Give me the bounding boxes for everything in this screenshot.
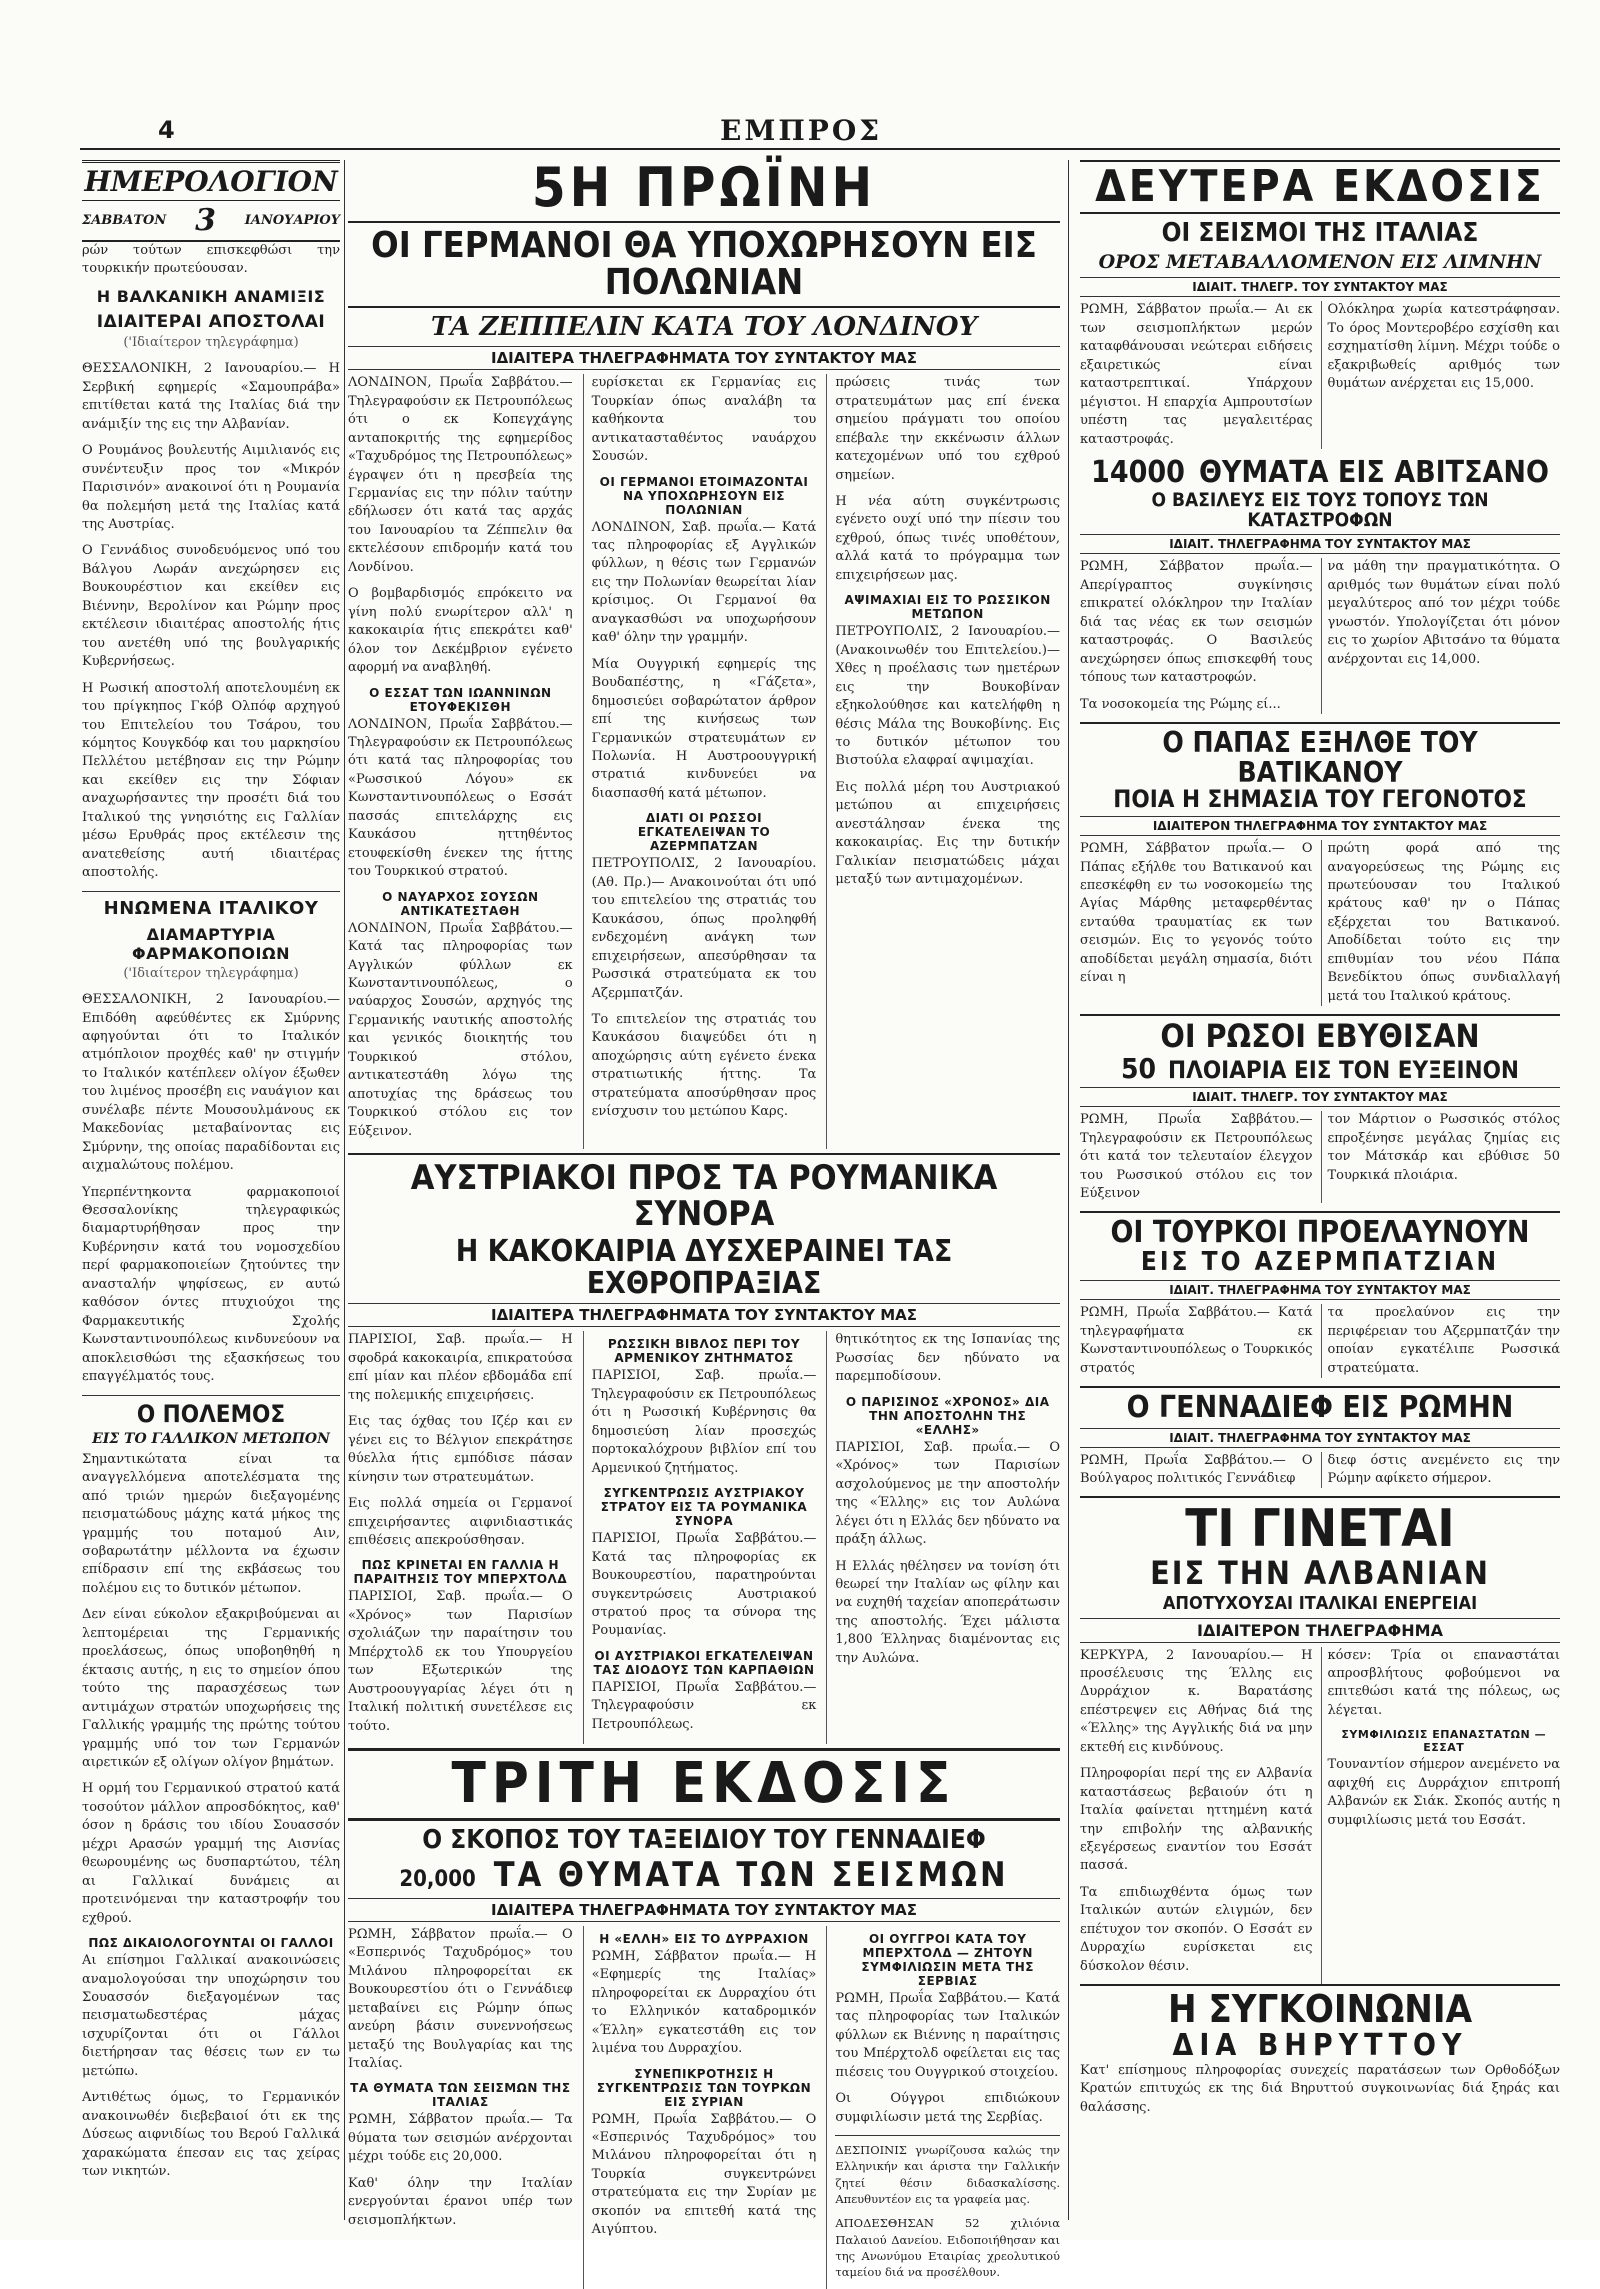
section-headline: Ο ΓΕΝΝΑΔΙΕΦ ΕΙΣ ΡΩΜΗΝ bbox=[1080, 1386, 1560, 1424]
article-columns bbox=[1080, 1304, 1560, 1386]
section-headline: ΑΥΣΤΡΙΑΚΟΙ ΠΡΟΣ ΤΑ ΡΟΥΜΑΝΙΚΑ ΣΥΝΟΡΑ bbox=[348, 1153, 1060, 1232]
section-headline: ΟΙ ΤΟΥΡΚΟΙ ΠΡΟΕΛΑΥΝΟΥΝ bbox=[1080, 1211, 1560, 1249]
article-column bbox=[583, 374, 817, 1149]
article-heading: ΟΙ ΑΥΣΤΡΙΑΚΟΙ ΕΓΚΑΤΕΛΕΙΨΑΝ ΤΑΣ ΔΙΟΔΟΥΣ ΤΩΝ ΚΑΡΠΑΘΙΩΝ bbox=[593, 1648, 815, 1677]
article-column bbox=[348, 1331, 573, 1744]
paragraph: ΡΩΜΗ, Πρωΐα Σαββάτου.— Ο Βούλγαρος πολιτικός Γεννάδιεφ bbox=[1080, 1452, 1313, 1486]
article-heading: ΔΙΑΤΙ ΟΙ ΡΩΣΣΟΙ ΕΓΚΑΤΕΛΕΙΨΑΝ ΤΟ ΑΖΕΡΜΠΑΤΖΑΝ bbox=[637, 811, 771, 854]
boats-headline bbox=[1080, 1051, 1560, 1085]
second-edition-column bbox=[1080, 160, 1560, 2220]
paragraph: Οι Ούγγροι επιδιώκουν συμφιλίωσιν μετά της Σερβίας. bbox=[835, 2091, 1061, 2125]
section-headline: Ο ΣΚΟΠΟΣ ΤΟΥ ΤΑΞΕΙΔΙΟΥ ΤΟΥ ΓΕΝΝΑΔΙΕΦ bbox=[422, 1824, 986, 1855]
classified-ad: ΑΠΟΔΕΣΘΗΣΑΝ 52 χιλιόνια Παλαιού Δανείου. Ειδοποιήθησαν και της Ανωνύμου Εταιρίας χρεολυτικού ταμείου διά να προσέλθουν. bbox=[835, 2216, 1061, 2280]
sub-headline: Ο ΒΑΣΙΛΕΥΣ ΕΙΣ ΤΟΥΣ ΤΟΠΟΥΣ ΤΩΝ ΚΑΤΑΣΤΡΟΦΩΝ bbox=[1151, 488, 1489, 531]
article-heading: ΑΨΙΜΑΧΙΑΙ ΕΙΣ ΤΟ ΡΩΣΣΙΚΟΝ ΜΕΤΩΠΟΝ bbox=[844, 593, 1051, 622]
paragraph: Τουναντίον σήμερον ανεμένετο να αφιχθή εις Δυρράχιον επιτροπή Αλβανών εκ Σιάκ. Σκοπός αυτής η συμφιλίωσις μετά του Εσσάτ. bbox=[1327, 1757, 1560, 1828]
telegram-label: ΙΔΙΑΙΤΕΡΑ ΤΗΛΕΓΡΑΦΗΜΑΤΑ ΤΟΥ ΣΥΝΤΑΚΤΟΥ ΜΑΣ bbox=[348, 346, 1060, 370]
paragraph: ΠΑΡΙΣΙΟΙ, Πρωΐα Σαββάτου.— Τηλεγραφούσιν εκ Πετρουπόλεως. bbox=[591, 1679, 817, 1732]
section-headline: Η ΣΥΓΚΟΙΝΩΝΙΑ bbox=[1080, 1984, 1560, 2030]
article-column bbox=[348, 374, 573, 1149]
edition-title: 5Η ΠΡΩΪΝΗ bbox=[531, 156, 877, 219]
paragraph: ΡΩΜΗ, Σάββατον πρωΐα.— Απερίγραπτος συγκίνησις επικρατεί ολόκληρον την Ιταλίαν διά τας νέας εκ των σεισμών καταστροφάς. Ο Βασιλεύς ανεχώρησεν όπως επισκεφθή τους τόπους των καταστροφών. bbox=[1080, 559, 1313, 686]
telegram-label: ΙΔΙΑΙΤ. ΤΗΛΕΓΡ. ΤΟΥ ΣΥΝΤΑΚΤΟΥ ΜΑΣ bbox=[1080, 277, 1560, 297]
section-headline: ΤΑ ΘΥΜΑΤΑ ΤΩΝ ΣΕΙΣΜΩΝ bbox=[493, 1855, 1009, 1896]
section-headline: Η ΚΑΚΟΚΑΙΡΙΑ ΔΥΣΧΕΡΑΙΝΕΙ ΤΑΣ ΕΧΘΡΟΠΡΑΞΙΑΣ bbox=[455, 1234, 953, 1301]
paragraph: Ο Ρουμάνος βουλευτής Αιμιλιανός εις συνέντευξιν προς τον «Μικρόν Παρισινόν» ανακοινοί ότι η Ρουμανία θα πολεμήση μετά της Ιταλίας κατά της Αυστρίας. bbox=[82, 443, 340, 532]
section-heading: ΙΔΙΑΙΤΕΡΑΙ ΑΠΟΣΤΟΛΑΙ bbox=[96, 311, 326, 332]
paragraph: ΡΩΜΗ, Πρωΐα Σαββάτου.— Κατά τας πληροφορίας των Ιταλικών φύλλων εκ Βιέννης η παραίτησις του Μπέρχτολδ οφείλεται εις τας πιέσεις του Ουγγρικού στοιχείου. bbox=[835, 1990, 1061, 2080]
paragraph: ευρίσκεται εκ Γερμανίας εις Τουρκίαν όπως αναλάβη τα καθήκοντα του αντικατασταθέντος ναυάρχου Σουσών. bbox=[591, 375, 817, 465]
sub-headline: ΔΙΑ ΒΗΡΥΤΤΟΥ bbox=[1172, 2028, 1468, 2064]
article-heading: ΟΙ ΓΕΡΜΑΝΟΙ ΕΤΟΙΜΑΖΟΝΤΑΙ ΝΑ ΥΠΟΧΩΡΗΣΟΥΝ ΕΙΣ ΠΟΛΩΝΙΑΝ bbox=[599, 474, 809, 517]
paragraph: ΠΕΤΡΟΥΠΟΛΙΣ, 2 Ιανουαρίου.— (Ανακοινωθέν του Επιτελείου.)— Χθες η προέλασις των ημετέρων εις την Βουκοβίναν εξηκολούθησε και κατελήφθη η θέσις Μάλα της Βουκοβίνης. Εις το δυτικόν μέτωπον του Βιστούλα ελαφραί αψιμαχίαι. bbox=[835, 624, 1061, 769]
paragraph: πρώσεις τινάς των στρατευμάτων μας επί ένεκα σημείου πράγματι του οποίου επέβαλε την εκκένωσιν άλλων κατεχομένων υπό του εχθρού σημείων. bbox=[835, 375, 1061, 483]
calendar-title: ΗΜΕΡΟΛΟΓΙΟΝ bbox=[82, 160, 340, 201]
paragraph: ΛΟΝΔΙΝΟΝ, Πρωΐα Σαββάτου.— Τηλεγραφούσιν εκ Πετρουπόλεως ότι κατά τας πληροφορίας του «Ρωσσικού Λόγου» εκ Κωνσταντινουπόλεως ο Εσσάτ πασσάς επιτελάρχης εις Καυκάσου ηττηθέντος ετουφεκίσθη ένεκεν της ήττης του Τουρκικού στρατού. bbox=[348, 716, 573, 880]
edition-title: ΔΕΥΤΕΡΑ ΕΚΔΟΣΙΣ bbox=[1080, 160, 1560, 214]
article-columns bbox=[348, 374, 1060, 1149]
section-heading: ΗΝΩΜΕΝΑ ΙΤΑΛΙΚΟΥ bbox=[103, 897, 319, 919]
article-columns bbox=[1080, 840, 1560, 1014]
sub-headline: ΕΙΣ ΤΟ ΑΖΕΡΜΠΑΤΖΙΑΝ bbox=[1140, 1246, 1500, 1277]
article-heading: Ο ΠΑΡΙΣΙΝΟΣ «ΧΡΟΝΟΣ» ΔΙΑ ΤΗΝ ΑΠΟΣΤΟΛΗΝ ΤΗΣ «ΕΛΛΗΣ» bbox=[845, 1394, 1050, 1437]
article-heading: Ο ΝΑΥΑΡΧΟΣ ΣΟΥΣΩΝ ΑΝΤΙΚΑΤΕΣΤΑΘΗ bbox=[382, 889, 539, 918]
article-column bbox=[348, 1926, 573, 2289]
paragraph: ΡΩΜΗ, Σάββατον πρωΐα.— Η «Εφημερίς της Ιταλίας» πληροφορείται εκ Δυρραχίου ότι το Ελληνικόν καταδρομικόν «Έλλη» εγκατεστάθη εις τον λιμένα του Δυρραχίου. bbox=[591, 1948, 817, 2057]
paragraph: ΡΩΜΗ, Σάββατον πρωΐα.— Ο Πάπας εξήλθε του Βατικανού και επεσκέφθη εν τω νοσοκομείω της Αγίας Μάρθης μεταφερθέντας ενταύθα τραυματίας εκ των σεισμών. Εις το γεγονός τούτο αποδίδεται μεγάλη σημασία, διότι είναι η bbox=[1080, 841, 1313, 986]
paragraph: Η ορμή του Γερμανικού στρατού κατά τοσούτον μάλλον απροσδόκητος, καθ' όσον η δράσις του ιδίου Σουασσόν μέχρι Αρασών γραμμή της Αισνίας θεωρουμένης ως δυσπαρτώτου, τέλη αι Γαλλικαί δυνάμεις αι προτεινόμεναι την καταστροφήν του εχθρού. bbox=[82, 1781, 340, 1926]
paragraph: Αντιθέτως όμως, το Γερμανικόν ανακοινωθέν διεβεβαιοί ότι εκ της Δύσεως αιφνιδίως του Βερού Γαλλικά χαρακώματα έπεσαν εις τας χείρας των νικητών. bbox=[82, 2090, 340, 2180]
paragraph: Καθ' όλην την Ιταλίαν ενεργούνται έρανοι υπέρ των σεισμοπλήκτων. bbox=[348, 2175, 573, 2228]
section-heading: Η ΒΑΛΚΑΝΙΚΗ ΑΝΑΜΙΞΙΣ bbox=[96, 286, 326, 306]
section-note: ('Ιδιαίτερον τηλεγράφημα) bbox=[123, 334, 299, 350]
article-columns bbox=[1080, 1647, 1560, 1985]
boats-count: 50 bbox=[1120, 1051, 1157, 1085]
paragraph: Ο βομβαρδισμός επρόκειτο να γίνη πολύ ενωρίτερον αλλ' η κακοκαιρία ήτις επεκράτει καθ' όλον τον Δεκέμβριον εγένετο αφορμή να αναβληθή. bbox=[348, 586, 573, 676]
telegram-label: ΙΔΙΑΙΤΕΡΑ ΤΗΛΕΓΡΑΦΗΜΑΤΑ ΤΟΥ ΣΥΝΤΑΚΤΟΥ ΜΑΣ bbox=[348, 1303, 1060, 1327]
paragraph: Η Ελλάς ηθέλησεν να τονίση ότι θεωρεί την Ιταλίαν ως φίλην και να ευχηθή ταχείαν αποπεράτωσιν της αποστολής. Έχει μάλιστα 1,800 Έλληνας διαμένοντας εις την Αυλώνα. bbox=[835, 1558, 1061, 1666]
section-note: ('Ιδιαίτερον τηλεγράφημα) bbox=[123, 965, 299, 981]
paragraph: Εις πολλά μέρη του Αυστριακού μετώπου αι επιχειρήσεις ανεστάλησαν ένεκα της κακοκαιρίας. Εις την δυτικήν Γαλικίαν πεισματώδεις μάχαι μεταξύ των αντιμαχομένων. bbox=[835, 779, 1061, 888]
section-headline: ΘΥΜΑΤΑ ΕΙΣ ΑΒΙΤΣΑΝΟ bbox=[1198, 455, 1549, 491]
paragraph: τα προελαύνον εις την περιφέρειαν του Αζερμπατζάν την οποίαν εγκατέλιπε Ρωσσικά στρατεύματα. bbox=[1321, 1304, 1561, 1378]
sub-headline: ΠΛΟΙΑΡΙΑ ΕΙΣ ΤΟΝ ΕΥΞΕΙΝΟΝ bbox=[1168, 1055, 1519, 1084]
classified-ad: ΔΕΣΠΟΙΝΙΣ γνωρίζουσα καλώς την Ελληνικήν και άριστα την Γαλλικήν ζητεί θέσιν διδασκαλίσσης. Απευθυντέον εις τα γραφεία μας. bbox=[835, 2142, 1061, 2206]
paragraph: ΚΕΡΚΥΡΑ, 2 Ιανουαρίου.— Η προσέλευσις της Έλλης εις Δυρράχιον κ. Βαρατάσης επέστρεψεν εις Αθήνας διά της «Έλλης» της Αγγλικής διά να μην εκτεθή εις κινδύνους. bbox=[1080, 1647, 1313, 1755]
paragraph: ΡΩΜΗ, Σάββατον πρωΐα.— Τα θύματα των σεισμών ανέρχονται μέχρι τούδε εις 20,000. bbox=[348, 2112, 573, 2165]
article-column bbox=[1080, 558, 1313, 722]
article-columns bbox=[1080, 558, 1560, 722]
article-column bbox=[826, 1926, 1060, 2289]
victims-headline bbox=[1080, 457, 1560, 489]
telegram-label: ΙΔΙΑΙΤ. ΤΗΛΕΓΡΑΦΗΜΑ ΤΟΥ ΣΥΝΤΑΚΤΟΥ ΜΑΣ bbox=[1080, 534, 1560, 554]
article-column bbox=[583, 1926, 817, 2289]
page-number: 4 bbox=[158, 116, 175, 144]
telegram-label: ΙΔΙΑΙΤ. ΤΗΛΕΓΡΑΦΗΜΑ ΤΟΥ ΣΥΝΤΑΚΤΟΥ ΜΑΣ bbox=[1080, 1280, 1560, 1300]
victims-count: 20,000 bbox=[399, 1867, 476, 1893]
paragraph: Σημαντικώτατα είναι τα αναγγελλόμενα αποτελέσματα της από τριών ημερών διεξαγομένης πεισματώδους μάχης κατά μήκος της γραμμής του ποταμού Αιν, σοβαρωτάτην μέλλοντα να έχωσιν επίδρασιν επί της εκβάσεως του πολέμου εις το δυτικόν μέτωπον. bbox=[82, 1451, 340, 1596]
column-rule bbox=[1068, 160, 1069, 2220]
paragraph: ΠΑΡΙΣΙΟΙ, Πρωΐα Σαββάτου.— Κατά τας πληροφορίας εκ Βουκουρεστίου, παρατηρούνται συγκεντρώσεις Αυστριακού στρατού προς τα σύνορα της Ρουμανίας. bbox=[591, 1531, 817, 1639]
paragraph: ΛΟΝΔΙΝΟΝ, Σαβ. πρωΐα.— Κατά τας πληροφορίας εξ Αγγλικών φύλλων, η θέσις των Γερμανών εις την Πολωνίαν θεωρείται λίαν κρίσιμος. Οι Γερμανοί θα αναγκασθώσι να υποχωρήσουν καθ' όλην την γραμμήν. bbox=[591, 519, 817, 646]
paragraph: Δεν είναι εύκολον εξακριβούμεναι αι λεπτομέρειαι της Γερμανικής προελάσεως, όπως υποβοηθηθή η έκτασις αυτής, η εις το σημείον όπου τούτο της παρασχέσεως των αντιμάχων στρατών υποχωρήσεις της Γαλλικής γραμμής της πρώτης τούτου γραμμής υπό τον των Γερμανών αιρετικών εξ ολίγων ολίγον βημάτων. bbox=[82, 1607, 340, 1770]
telegram-label: ΙΔΙΑΙΤ. ΤΗΛΕΓΡΑΦΗΜΑ ΤΟΥ ΣΥΝΤΑΚΤΟΥ ΜΑΣ bbox=[1080, 1428, 1560, 1448]
paragraph: κόσεν: Τρία οι επαναστάται απροσβλήτους φοβούμενοι να επιτεθώσι κατά της πόλεως, ως λέγεται. bbox=[1327, 1647, 1560, 1718]
victims-headline bbox=[348, 1855, 1060, 1896]
telegram-label: ΙΔΙΑΙΤΕΡΑ ΤΗΛΕΓΡΑΦΗΜΑΤΑ ΤΟΥ ΣΥΝΤΑΚΤΟΥ ΜΑΣ bbox=[348, 1898, 1060, 1922]
article-columns bbox=[1080, 1452, 1560, 1497]
paragraph: να μάθη την πραγματικότητα. Ο αριθμός των θυμάτων είναι πολύ μεγαλύτερος από τον μέχρι τούδε γνωστόν. Υπολογίζεται ότι μόνον εις το χωρίον Αβιτσάνο τα θύματα ανέρχονται εις 14,000. bbox=[1321, 558, 1561, 714]
sub-headline: ΑΠΟΤΥΧΟΥΣΑΙ ΙΤΑΛΙΚΑΙ ΕΝΕΡΓΕΙΑΙ bbox=[1162, 1592, 1478, 1614]
paragraph: θητικότητος εκ της Ισπανίας της Ρωσσίας δεν ηδύνατο να παρεμποδίσουν. bbox=[835, 1332, 1061, 1385]
paragraph: Αι επίσημοι Γαλλικαί ανακοινώσεις αναμολογούσαι την υποχώρησιν του Σουασσόν διεξαγομένων τας πεισματωδεστέρας μάχας ισχυρίζονται ότι οι Γάλλοι διετήρησαν τας θέσεις των εν τω μετώπω. bbox=[82, 1953, 340, 2079]
morning-edition-column bbox=[348, 156, 1061, 2280]
paragraph: Το επιτελείον της στρατιάς του Καυκάσου διαψεύδει ότι η αποχώρησις αύτη εγένετο ένεκα στρατιωτικής ήττης. Τα στρατεύματα αποσύρθησαν προς ενίσχυσιν του μετώπου Καρς. bbox=[591, 1011, 817, 1120]
paragraph: διεφ όστις ανεμένετο εις την Ρώμην αφίκετο σήμερον. bbox=[1321, 1452, 1561, 1489]
main-headline: ΟΙ ΓΕΡΜΑΝΟΙ ΘΑ ΥΠΟΧΩΡΗΣΟΥΝ ΕΙΣ ΠΟΛΩΝΙΑΝ bbox=[348, 221, 1060, 309]
article-heading: ΟΙ ΟΥΓΓΡΟΙ ΚΑΤΑ ΤΟΥ ΜΠΕΡΧΤΟΛΔ — ΖΗΤΟΥΝ ΣΥΜΦΙΛΙΩΣΙΝ ΜΕΤΑ ΤΗΣ ΣΕΡΒΙΑΣ bbox=[861, 1931, 1034, 1988]
paragraph: ΡΩΜΗ, Πρωΐα Σαββάτου.— Ο «Εσπερινός Ταχυδρόμος» του Μιλάνου πληροφορείται ότι η Τουρκία συγκεντρώνει στρατεύματα εις την Συρίαν με σκοπόν να επιτεθή κατά της Αιγύπτου. bbox=[591, 2111, 817, 2238]
article-heading: ΡΩΣΣΙΚΗ ΒΙΒΛΟΣ ΠΕΡΙ ΤΟΥ ΑΡΜΕΝΙΚΟΥ ΖΗΤΗΜΑΤΟΣ bbox=[607, 1337, 801, 1366]
column-rule bbox=[344, 160, 345, 2220]
paragraph: ΡΩΜΗ, Πρωΐα Σαββάτου.— Κατά τηλεγραφήματα εκ Κωνσταντινουπόλεως ο Τουρκικός στρατός bbox=[1080, 1305, 1313, 1376]
paragraph: Κατ' επίσημους πληροφορίας συνεχείς παρατάσεων των Ορθοδόξων Κρατών επιτυχώς εκ της διά Βηρυττού συγκοινωνίας διά ξηράς και θαλάσσης. bbox=[1080, 2062, 1560, 2115]
paragraph: ΘΕΣΣΑΛΟΝΙΚΗ, 2 Ιανουαρίου.— Η Σερβική εφημερίς «Σαμουπράβα» επιτίθεται κατά της Ιταλίας διά την ανάμιξίν της εις την Αλβανίαν. bbox=[82, 361, 340, 432]
calendar-day: ΣΑΒΒΑΤΟΝ bbox=[82, 213, 167, 228]
paragraph: ΛΟΝΔΙΝΟΝ, Πρωΐα Σαββάτου.— Κατά τας πληροφορίας των Αγγλικών φύλλων εκ Κωνσταντινουπόλεως, ο ναύαρχος Σουσών, αρχηγός της Γερμανικής ναυτικής αποστολής και γενικός διοικητής του Τουρκικού στόλου, αντικατεστάθη λόγω της αποτυχίας της δράσεως του Τουρκικού στόλου εις τον Εύξεινον. bbox=[348, 920, 573, 1139]
article-heading: ΠΩΣ ΚΡΙΝΕΤΑΙ ΕΝ ΓΑΛΛΙΑ Η ΠΑΡΑΙΤΗΣΙΣ ΤΟΥ ΜΠΕΡΧΤΟΛΔ bbox=[353, 1558, 568, 1587]
telegram-label: ΙΔΙΑΙΤΕΡΟΝ ΤΗΛΕΓΡΑΦΗΜΑ ΤΟΥ ΣΥΝΤΑΚΤΟΥ ΜΑΣ bbox=[1080, 816, 1560, 836]
article-heading: ΣΥΜΦΙΛΙΩΣΙΣ ΕΠΑΝΑΣΤΑΤΩΝ — ΕΣΣΑΤ bbox=[1341, 1728, 1547, 1755]
article-column bbox=[826, 1331, 1060, 1744]
paragraph: τον Μάρτιον ο Ρωσσικός στόλος επροξένησε μεγάλας ζημίας εις τον Μάτσκάρ και εβύθισε 50 Τουρκικά πλοιάρια. bbox=[1321, 1111, 1561, 1203]
calendar-column bbox=[82, 160, 340, 2190]
article-column bbox=[1080, 1647, 1313, 1985]
paragraph: ΡΩΜΗ, Πρωΐα Σαββάτου.— Τηλεγραφούσιν εκ Πετρουπόλεως ότι κατά τον τελευταίον έλεγχον του Ρωσσικού στόλου εις τον Εύξεινον bbox=[1080, 1112, 1313, 1201]
article-heading: ΣΥΝΕΠΙΚΡΟΤΗΣΙΣ Η ΣΥΓΚΕΝΤΡΩΣΙΣ ΤΩΝ ΤΟΥΡΚΩΝ ΕΙΣ ΣΥΡΙΑΝ bbox=[596, 2066, 812, 2109]
paragraph: Ο Γεννάδιος συνοδευόμενος υπό του Βάλγου Λωράν ανεχώρησεν εις Βουκουρέστιον και εκείθεν εις Βιέννην, Βερολίνον και Ρώμην προς εκτέλεσιν ιδιαιτέρας αποστολής ήτις του ανετέθη υπό της βουλγαρικής Κυβερνήσεως. bbox=[82, 543, 340, 670]
paragraph: Πληροφορίαι περί της εν Αλβανία καταστάσεως βεβαιούν ότι η Ιταλία φαίνεται ηττημένη κατά την επιβολήν της αλβανικής εξεγέρσεως εναντίον του Εσσάτ πασσά. bbox=[1080, 1766, 1313, 1874]
masthead bbox=[80, 114, 1560, 150]
sub-headline: ΟΡΟΣ ΜΕΤΑΒΑΛΛΟΜΕΝΟΝ ΕΙΣ ΛΙΜΝΗΝ bbox=[1098, 251, 1542, 274]
article-columns bbox=[348, 1926, 1060, 2289]
paragraph: ΘΕΣΣΑΛΟΝΙΚΗ, 2 Ιανουαρίου.— Επιδόθη αφεύθέντες εκ Σμύρνης αφηγούνται ότι το Ιταλικόν ατμόπλοιον προχθές καθ' ην στιγμήν το Ιταλικόν κατέπλεεν ολίγον έξωθεν του λιμένος προσέβη εις ναυάγιον και συνέλαβε πέντε Μουσουλμάνους εκ Μακεδονίας μεταβαίνοντας εις Σμύρνην, της οποίας παραδίδονται εις αιχμαλώτους πολέμου. bbox=[82, 992, 340, 1174]
section-headline: ΤΙ ΓΙΝΕΤΑΙ bbox=[1080, 1496, 1560, 1557]
calendar-date bbox=[82, 201, 340, 242]
newspaper-name: ΕΜΠΡΟΣ bbox=[720, 114, 883, 147]
article-column bbox=[583, 1331, 817, 1744]
article-column bbox=[1321, 1647, 1561, 1985]
paragraph: ΠΑΡΙΣΙΟΙ, Σαβ. πρωΐα.— Ο «Χρόνος» των Παρισίων ασχολούμενος με την αποστολήν της «Έλλης» εις τον Αυλώνα λέγει ότι η Ελλάς δεν ηδύνατο να πράξη άλλως. bbox=[835, 1439, 1061, 1548]
paragraph: ρών τούτων επισκεφθώσι την τουρκικήν πρωτεύουσαν. bbox=[82, 243, 340, 277]
sub-headline: ΤΑ ΖΕΠΠΕΛΙΝ ΚΑΤΑ ΤΟΥ ΛΟΝΔΙΝΟΥ bbox=[430, 312, 978, 343]
telegram-label: ΙΔΙΑΙΤΕΡΟΝ ΤΗΛΕΓΡΑΦΗΜΑ bbox=[1080, 1618, 1560, 1643]
calendar-day-number: 3 bbox=[195, 203, 216, 238]
article-columns bbox=[348, 1331, 1060, 1744]
paragraph: ΠΑΡΙΣΙΟΙ, Σαβ. πρωΐα.— Ο «Χρόνος» των Παρισίων σχολιάζων την παραίτησιν του Μπέρχτολδ εκ του Υπουργείου των Εξωτερικών της Αυστροουγγαρίας λέγει ότι η Ιταλική πολιτική συνετέλεσε εις τούτο. bbox=[348, 1589, 573, 1734]
article-columns bbox=[1080, 1111, 1560, 1211]
section-heading: ΔΙΑΜΑΡΤΥΡΙΑ ΦΑΡΜΑΚΟΠΟΙΩΝ bbox=[132, 924, 290, 963]
paragraph: Εις πολλά σημεία οι Γερμανοί επιχειρήσαντες αιφνιδιαστικάς επιθέσεις απεκρούσθησαν. bbox=[348, 1496, 573, 1548]
article-heading: ΣΥΓΚΕΝΤΡΩΣΙΣ ΑΥΣΤΡΙΑΚΟΥ ΣΤΡΑΤΟΥ ΕΙΣ ΤΑ ΡΟΥΜΑΝΙΚΑ ΣΥΝΟΡΑ bbox=[600, 1486, 808, 1529]
paragraph: ΛΟΝΔΙΝΟΝ, Πρωΐα Σαββάτου.— Τηλεγραφούσιν εκ Πετρουπόλεως ότι ο εκ Κοπεγχάγης ανταποκριτής της εφημερίδος «Ταχυδρόμος της Πετρουπόλεως» έγραψεν ότι η πρεσβεία της Γερμανίας εις την πόλιν ταύτην εδήλωσεν ότι κατά τας αρχάς του Ιανουαρίου τα Ζέππελιν θα εκτελέσουν επιδρομήν κατά του Λονδίνου. bbox=[348, 375, 573, 575]
article-columns bbox=[1080, 301, 1560, 457]
section-heading: Ο ΠΟΛΕΜΟΣ bbox=[136, 1399, 286, 1428]
paragraph: ΠΕΤΡΟΥΠΟΛΙΣ, 2 Ιανουαρίου. (Αθ. Πρ.)— Ανακοινούται ότι υπό του επιτελείου της στρατιάς του Καυκάσου, όπως προληφθή ενδεχομένη ανάγκη των επιχειρήσεων, απεσύρθησαν τα Ρωσσικά στρατεύματα εκ του Αζερμπατζάν. bbox=[591, 856, 817, 1001]
paragraph: πρώτη φορά από της αναγορεύσεως της Ρώμης εις πρωτεύουσαν του Ιταλικού κράτους καθ' ην ο Πάπας εξέρχεται του Βατικανού. Αποδίδεται τούτο εις την επιθυμίαν του νέου Πάπα Βενεδίκτου όπως συνδιαλλαγή μετά του Ιταλικού κράτους. bbox=[1321, 840, 1561, 1006]
paragraph: Η Ρωσική αποστολή αποτελουμένη εκ του πρίγκηπος Γκόβ Ολπόφ αρχηγού του Επιτελείου του Τσάρου, του κόμητος Κουγκδόφ και του μαρκησίου Πελλέτου μετέβησαν εις την Ρώμην και εκείθεν εις την Σόφιαν αναχωρήσαντες την προσέτι διά του Ιταλικού της γνησιότης εις Γαλλίαν μέσω Ερυθράς προς εκτέλεσιν της ανατεθείσης αυτή ιδιαιτέρας αποστολής. bbox=[82, 680, 340, 881]
article-heading: ΤΑ ΘΥΜΑΤΑ ΤΩΝ ΣΕΙΣΜΩΝ ΤΗΣ ΙΤΑΛΙΑΣ bbox=[350, 2081, 571, 2110]
paragraph: Η νέα αύτη συγκέντρωσις εγένετο ουχί υπό την πίεσιν του εχθρού, όπως τινές υποθέτουν, αλλά κατά το πρόγραμμα των επιχειρήσεων μας. bbox=[835, 494, 1061, 583]
section-heading: ΕΙΣ ΤΟ ΓΑΛΛΙΚΟΝ ΜΕΤΩΠΟΝ bbox=[92, 1430, 330, 1447]
third-edition-title: ΤΡΙΤΗ ΕΚΔΟΣΙΣ bbox=[348, 1748, 1060, 1821]
paragraph: ΡΩΜΗ, Σάββατον πρωΐα.— Αι εκ των σεισμοπλήκτων μερών καταφθάνουσαι νεώτεραι ειδήσεις εξαιρετικώς είναι καταστρεπτικαί. Υπάρχουν μέγιστοι. Η επαρχία Αμπρουτσίων υπέστη τας μεγαλειτέρας καταστροφάς. bbox=[1080, 302, 1313, 447]
sub-headline: ΠΟΙΑ Η ΣΗΜΑΣΙΑ ΤΟΥ ΓΕΓΟΝΟΤΟΣ bbox=[1113, 784, 1527, 813]
paragraph: Ολόκληρα χωρία κατεστράφησαν. Το όρος Μοντεροβέρο εσχίσθη και εσχηματίσθη λίμνη. Μέχρι τούδε ο εξακριβωθείς αριθμός των θυμάτων ανέρχεται εις 15,000. bbox=[1321, 301, 1561, 449]
paragraph: ΠΑΡΙΣΙΟΙ, Σαβ. πρωΐα.— Η σφοδρά κακοκαιρία, επικρατούσα επί μίαν και πλέον εβδομάδα επί της πολεμικής επιχειρήσεις. bbox=[348, 1332, 573, 1403]
section-headline: ΟΙ ΡΩΣΟΙ ΕΒΥΘΙΣΑΝ bbox=[1080, 1014, 1560, 1054]
section-headline: Ο ΠΑΠΑΣ ΕΞΗΛΘΕ ΤΟΥ ΒΑΤΙΚΑΝΟΥ bbox=[1080, 722, 1560, 787]
paragraph: ΡΩΜΗ, Σάββατον πρωΐα.— Ο «Εσπερινός Ταχυδρόμος» του Μιλάνου πληροφορείται εκ Βουκουρεστίου ότι ο Γεννάδιεφ μεταβαίνει εις Ρώμην όπως ανεύρη βάσιν συνεννοήσεως μεταξύ της Βουλγαρίας και της Ιταλίας. bbox=[348, 1926, 573, 2071]
paragraph: Υπερπέντηκοντα φαρμακοποιοί Θεσσαλονίκης τηλεγραφικώς διαμαρτυρήθησαν προς την Κυβέρνησιν κατά του νομοσχεδίου περί φαρμακοποιείων ζητούντες την ανασταλήν ψηφίσεως, εν αυτώ καθόσον όντες πτυχιούχοι της Φαρμακευτικής Σχολής Κωνσταντινουπόλεως κινδυνεύουν να αποκλεισθώσι της εξασκήσεως του επαγγέλματός τους. bbox=[82, 1184, 340, 1385]
paragraph: Τα επιδιωχθέντα όμως των Ιταλικών αυτών ελιγμών, δεν επέτυχον τον σκοπόν. Ο Εσσάτ εν Δυρραχίω ευρίσκεται εις δύσκολον θέσιν. bbox=[1080, 1884, 1313, 1974]
article-heading: Ο ΕΣΣΑΤ ΤΩΝ ΙΩΑΝΝΙΝΩΝ ΕΤΟΥΦΕΚΙΣΘΗ bbox=[369, 685, 552, 714]
paragraph: Τα νοσοκομεία της Ρώμης εί... bbox=[1080, 696, 1281, 712]
telegram-label: ΙΔΙΑΙΤ. ΤΗΛΕΓΡ. ΤΟΥ ΣΥΝΤΑΚΤΟΥ ΜΑΣ bbox=[1080, 1087, 1560, 1107]
paragraph: Μία Ουγγρική εφημερίς της Βουδαπέστης, η «Γάζετα», δημοσιεύει σοβαρώτατον άρθρον επί της κινήσεως των Γερμανικών στρατευμάτων εν Πολωνία. Η Αυστροουγγρική στρατιά κινδυνεύει να διασπασθή κατά μέτωπον. bbox=[591, 656, 817, 801]
section-heading: ΠΩΣ ΔΙΚΑΙΟΛΟΓΟΥΝΤΑΙ ΟΙ ΓΑΛΛΟΙ bbox=[88, 1936, 334, 1951]
article-column bbox=[826, 374, 1060, 1149]
calendar-month: ΙΑΝΟΥΑΡΙΟΥ bbox=[244, 213, 340, 228]
victims-count: 14000 bbox=[1091, 455, 1185, 491]
paragraph: ΠΑΡΙΣΙΟΙ, Σαβ. πρωΐα.— Τηλεγραφούσιν εκ Πετρουπόλεως ότι η Ρωσσική Κυβέρνησις θα δημοσιεύση λίαν προσεχώς πορτοκαλόχρουν βιβλίον επί του Αρμενικού ζητήματος. bbox=[591, 1368, 817, 1476]
article-heading: Η «ΕΛΛΗ» ΕΙΣ ΤΟ ΔΥΡΡΑΧΙΟΝ bbox=[599, 1931, 809, 1946]
sub-headline: ΕΙΣ ΤΗΝ ΑΛΒΑΝΙΑΝ bbox=[1150, 1554, 1490, 1593]
paragraph: Εις τας όχθας του Ιζέρ και εν γένει εις το Βέλγιον επεκράτησε θύελλα ήτις εμπόδισε πάσαν κίνησιν των στρατευμάτων. bbox=[348, 1414, 573, 1485]
section-headline: ΟΙ ΣΕΙΣΜΟΙ ΤΗΣ ΙΤΑΛΙΑΣ bbox=[1161, 218, 1479, 249]
